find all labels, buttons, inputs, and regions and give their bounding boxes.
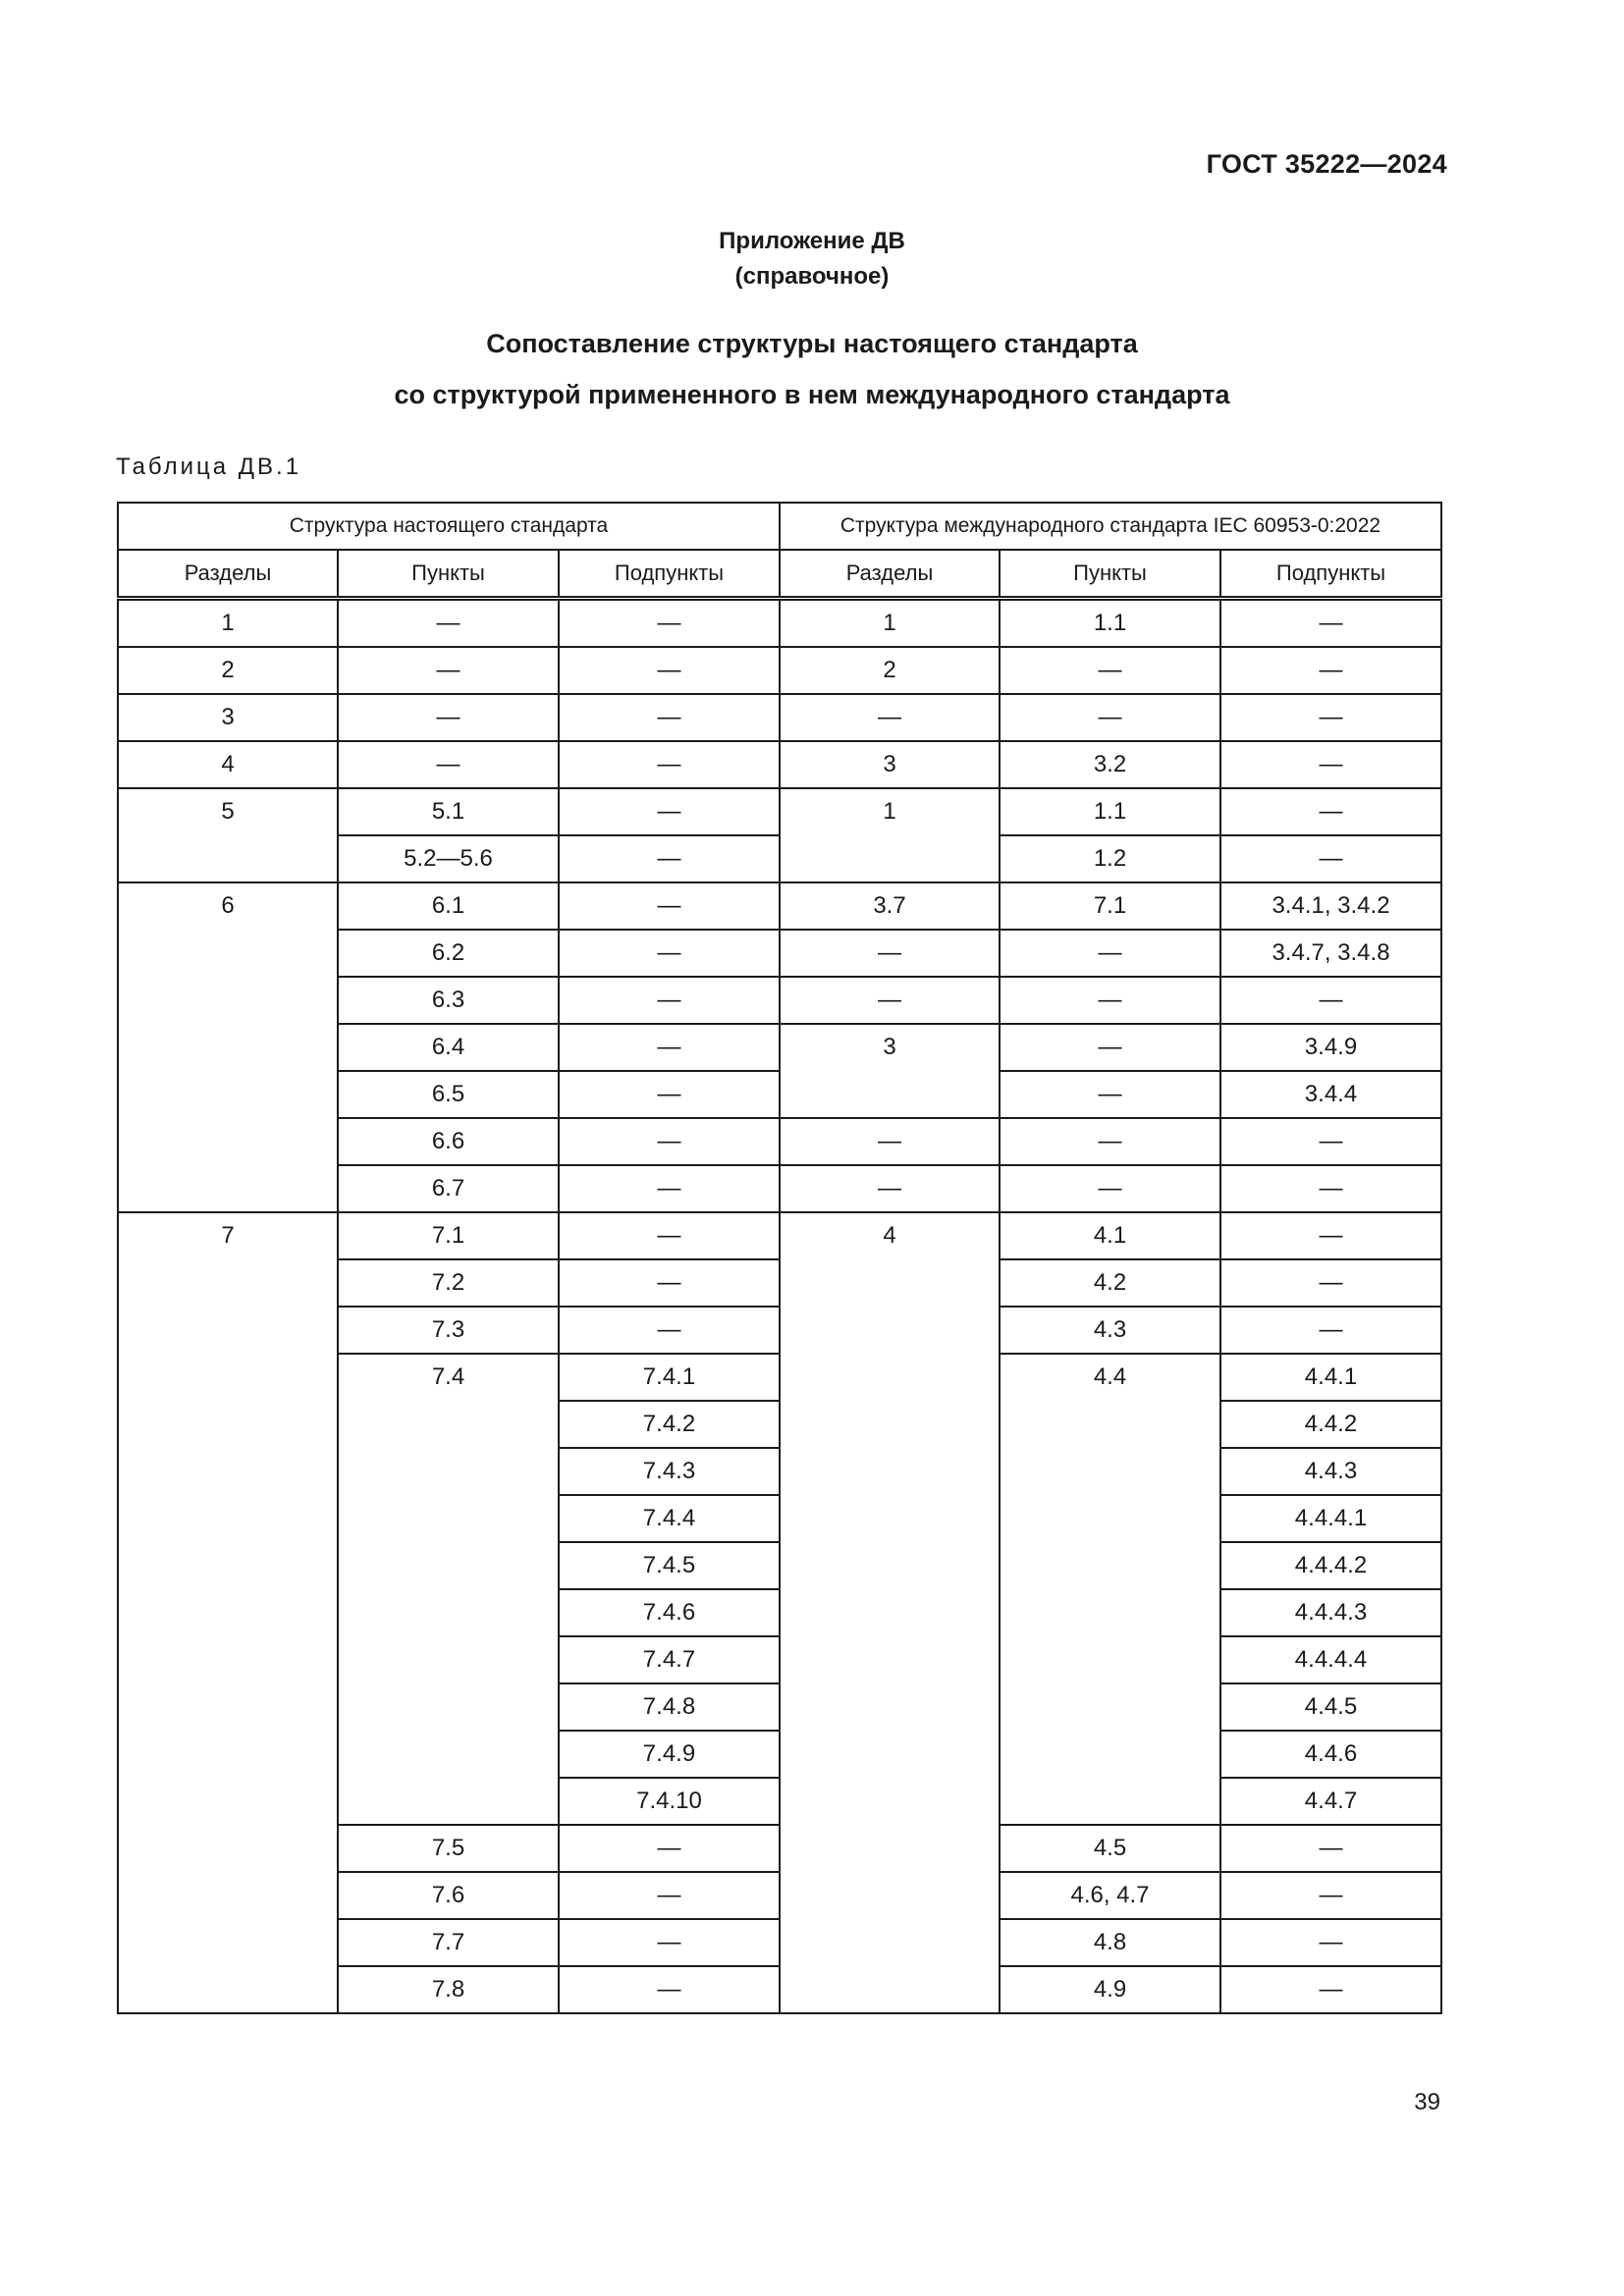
table-cell: —	[1220, 977, 1441, 1024]
table-group-header-row	[118, 503, 1441, 550]
table-caption: Таблица ДВ.1	[116, 454, 302, 480]
table-cell: —	[1220, 835, 1441, 882]
column-header: Пункты	[338, 550, 559, 599]
table-cell: 2	[118, 647, 338, 694]
table-cell: —	[1220, 1966, 1441, 2013]
table-cell: —	[559, 741, 780, 788]
table-cell: 4.1	[1000, 1212, 1220, 1259]
table-cell: —	[559, 977, 780, 1024]
table-cell: 3	[780, 1024, 1000, 1118]
table-cell: 4.6, 4.7	[1000, 1872, 1220, 1919]
group-header-international-standard: Структура международного стандарта IEC 60953-0:2022	[780, 503, 1441, 550]
table-cell: 6.4	[338, 1024, 559, 1071]
table-cell: 2	[780, 647, 1000, 694]
table-cell: 4.4.3	[1220, 1448, 1441, 1495]
table-cell: 3	[780, 741, 1000, 788]
table-cell: 4.4.2	[1220, 1401, 1441, 1448]
table-cell: —	[1220, 741, 1441, 788]
table-cell: 7.4.1	[559, 1354, 780, 1401]
page-number: 39	[1414, 2089, 1440, 2115]
table-cell: 3.2	[1000, 741, 1220, 788]
appendix-type: (справочное)	[734, 263, 890, 290]
table-cell: —	[1220, 788, 1441, 835]
table-cell: —	[559, 835, 780, 882]
table-cell: 4.4.1	[1220, 1354, 1441, 1401]
table-cell: 3.7	[780, 882, 1000, 930]
table-cell: —	[338, 694, 559, 741]
table-cell: 4.3	[1000, 1307, 1220, 1354]
table-cell: 3.4.9	[1220, 1024, 1441, 1071]
table-cell: —	[1220, 599, 1441, 648]
section-heading-line-2: со структурой примененного в нем международного стандарта	[394, 380, 1230, 409]
table-cell: 1.2	[1000, 835, 1220, 882]
table-row	[118, 788, 1441, 835]
table-cell: —	[338, 741, 559, 788]
table-cell: 6.2	[338, 930, 559, 977]
table-cell: —	[1000, 977, 1220, 1024]
table-cell: 4.4.6	[1220, 1731, 1441, 1778]
appendix-title: Приложение ДВ	[719, 228, 905, 254]
table-cell: 5.2—5.6	[338, 835, 559, 882]
table-cell: —	[559, 647, 780, 694]
table-cell: —	[1220, 1259, 1441, 1307]
table-cell: 7.4.10	[559, 1778, 780, 1825]
table-cell: —	[559, 1071, 780, 1118]
table-cell: 6.6	[338, 1118, 559, 1165]
table-cell: —	[559, 1919, 780, 1966]
section-heading	[0, 318, 1624, 420]
table-cell: —	[338, 599, 559, 648]
table-cell: 7	[118, 1212, 338, 2013]
table-cell: 1	[118, 599, 338, 648]
table-cell: —	[1000, 1024, 1220, 1071]
table-cell: 1.1	[1000, 788, 1220, 835]
table-cell: —	[559, 599, 780, 648]
table-cell: —	[1220, 1307, 1441, 1354]
table-cell: 7.4.3	[559, 1448, 780, 1495]
table-row	[118, 694, 1441, 741]
table-cell: —	[1220, 1165, 1441, 1212]
table-cell: —	[1220, 647, 1441, 694]
table-cell: 6.3	[338, 977, 559, 1024]
table-row	[118, 1212, 1441, 1259]
table-cell: —	[559, 1165, 780, 1212]
table-cell: —	[559, 930, 780, 977]
table-cell: 4.4.5	[1220, 1683, 1441, 1731]
table-row	[118, 741, 1441, 788]
table-cell: —	[1000, 1165, 1220, 1212]
table-cell: —	[1220, 1825, 1441, 1872]
table-cell: 4.8	[1000, 1919, 1220, 1966]
table-cell: 7.4.6	[559, 1589, 780, 1636]
table-cell: —	[780, 1118, 1000, 1165]
table-cell: —	[559, 1307, 780, 1354]
table-cell: —	[1220, 1118, 1441, 1165]
table-cell: —	[559, 882, 780, 930]
table-cell: —	[559, 1212, 780, 1259]
table-cell: —	[780, 930, 1000, 977]
column-header: Подпункты	[1220, 550, 1441, 599]
table-cell: 7.5	[338, 1825, 559, 1872]
section-heading-line-1: Сопоставление структуры настоящего стандарта	[486, 329, 1138, 358]
table-cell: 7.4.5	[559, 1542, 780, 1589]
table-cell: —	[1000, 930, 1220, 977]
table-cell: 4	[780, 1212, 1000, 2013]
table-cell: 7.3	[338, 1307, 559, 1354]
table-cell: —	[559, 788, 780, 835]
table-cell: 3.4.7, 3.4.8	[1220, 930, 1441, 977]
table-cell: 4.4	[1000, 1354, 1220, 1825]
table-cell: —	[1220, 694, 1441, 741]
table-cell: 7.8	[338, 1966, 559, 2013]
table-row	[118, 882, 1441, 930]
table-cell: —	[559, 694, 780, 741]
table-cell: 4.4.4.1	[1220, 1495, 1441, 1542]
group-header-this-standard: Структура настоящего стандарта	[118, 503, 780, 550]
table-cell: 7.4.9	[559, 1731, 780, 1778]
column-header: Разделы	[780, 550, 1000, 599]
table-cell: —	[1000, 694, 1220, 741]
table-cell: 4.5	[1000, 1825, 1220, 1872]
table-cell: —	[559, 1024, 780, 1071]
table-cell: —	[1220, 1212, 1441, 1259]
column-header: Пункты	[1000, 550, 1220, 599]
table-cell: 7.2	[338, 1259, 559, 1307]
table-cell: 4.2	[1000, 1259, 1220, 1307]
table-cell: —	[559, 1825, 780, 1872]
table-cell: 3	[118, 694, 338, 741]
table-cell: —	[780, 694, 1000, 741]
table-cell: 7.4	[338, 1354, 559, 1825]
table-cell: 1.1	[1000, 599, 1220, 648]
table-cell: 7.4.8	[559, 1683, 780, 1731]
table-cell: —	[1220, 1919, 1441, 1966]
table-cell: 4.4.7	[1220, 1778, 1441, 1825]
table-column-header-row	[118, 550, 1441, 599]
table-cell: —	[1220, 1872, 1441, 1919]
table-cell: 4	[118, 741, 338, 788]
table-cell: —	[1000, 1071, 1220, 1118]
table-cell: —	[559, 1118, 780, 1165]
table-cell: —	[559, 1966, 780, 2013]
table-cell: 4.9	[1000, 1966, 1220, 2013]
table-cell: —	[559, 1259, 780, 1307]
table-cell: 1	[780, 788, 1000, 882]
column-header: Разделы	[118, 550, 338, 599]
table-cell: 7.4.2	[559, 1401, 780, 1448]
table-cell: 3.4.4	[1220, 1071, 1441, 1118]
table-cell: —	[1000, 647, 1220, 694]
table-row	[118, 647, 1441, 694]
table-cell: 4.4.4.4	[1220, 1636, 1441, 1683]
table-cell: 7.6	[338, 1872, 559, 1919]
table-cell: 7.7	[338, 1919, 559, 1966]
column-header: Подпункты	[559, 550, 780, 599]
table-cell: 6.1	[338, 882, 559, 930]
table-row	[118, 599, 1441, 648]
table-cell: —	[559, 1872, 780, 1919]
table-cell: —	[780, 977, 1000, 1024]
table-cell: 5	[118, 788, 338, 882]
table-cell: 7.4.4	[559, 1495, 780, 1542]
table-cell: 1	[780, 599, 1000, 648]
table-cell: 7.1	[338, 1212, 559, 1259]
table-cell: 6	[118, 882, 338, 1212]
table-cell: 6.5	[338, 1071, 559, 1118]
comparison-table	[117, 502, 1442, 2014]
table-cell: 7.4.7	[559, 1636, 780, 1683]
table-cell: —	[780, 1165, 1000, 1212]
table-cell: 4.4.4.2	[1220, 1542, 1441, 1589]
table-cell: 6.7	[338, 1165, 559, 1212]
table-cell: 7.1	[1000, 882, 1220, 930]
table-cell: 4.4.4.3	[1220, 1589, 1441, 1636]
table-cell: 3.4.1, 3.4.2	[1220, 882, 1441, 930]
document-code: ГОСТ 35222—2024	[1206, 149, 1447, 179]
table-cell: —	[1000, 1118, 1220, 1165]
table-cell: 5.1	[338, 788, 559, 835]
table-cell: —	[338, 647, 559, 694]
